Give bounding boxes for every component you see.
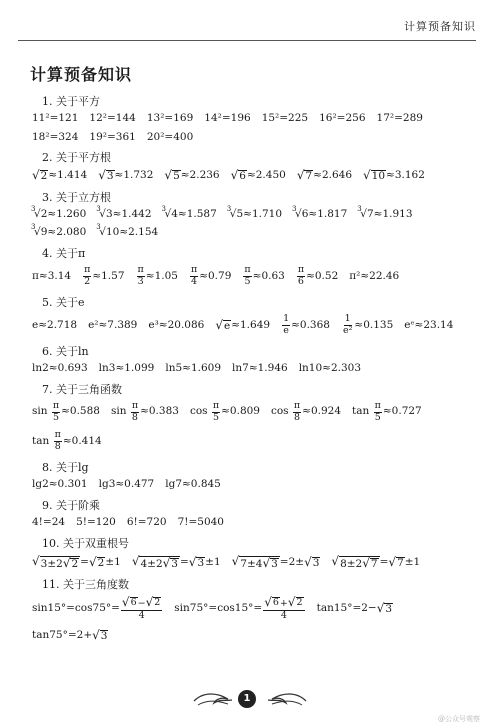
cbrt-item: 3 √ 10 ≈2.154 xyxy=(96,223,159,239)
e-item: e≈2.718 xyxy=(32,318,78,331)
page-number: 1 xyxy=(238,690,256,708)
trig-item: tan $\frac{\pi}{8}$ ≈0.414 xyxy=(32,429,102,453)
pi-row xyxy=(32,265,476,288)
trig-item: sin $\frac{\pi}{5}$ ≈0.588 xyxy=(32,399,100,423)
e-item: eᵉ≈23.14 xyxy=(404,318,454,331)
square-item: 20²=400 xyxy=(146,130,194,143)
heading-lg: 8. 关于lg xyxy=(42,461,89,475)
watermark: @公众号观察 xyxy=(438,715,480,723)
ln-item: ln2≈0.693 xyxy=(32,361,88,374)
pi-item: π²≈22.46 xyxy=(349,269,400,282)
sqrt-row xyxy=(32,169,476,183)
sqrt-item: √ 2 ≈1.414 xyxy=(32,168,88,183)
square-item: 19²=361 xyxy=(89,130,136,143)
cbrt-item: 3 √ 4 ≈1.587 xyxy=(161,204,217,220)
heading-pi: 4. 关于π xyxy=(42,247,86,261)
e-fraction-item: $\frac{1}{e}$ ≈0.368 xyxy=(283,313,330,336)
lg-item: lg3≈0.477 xyxy=(98,478,155,491)
sqrt-item: √ 3 ≈1.732 xyxy=(98,168,154,183)
pi-item: π≈3.14 xyxy=(32,269,72,282)
heading-cube-roots: 3. 关于立方根 xyxy=(42,190,111,204)
pi-fraction-item: $\frac{\pi}{4}$ ≈0.79 xyxy=(190,264,232,288)
square-item: 16²=256 xyxy=(319,112,366,125)
nested-radical-item: √ 7±4 √ 3 =2± √ 3 xyxy=(231,553,320,570)
heading-squares: 1. 关于平方 xyxy=(42,95,100,108)
heading-ln: 6. 关于ln xyxy=(42,344,89,358)
cbrt-item: 3 √ 5 ≈1.710 xyxy=(226,204,282,220)
ln-item: ln10≈2.303 xyxy=(298,361,362,374)
square-item: 13²=169 xyxy=(146,112,194,125)
e-sqrt-item: √ e ≈1.649 xyxy=(215,317,271,332)
nested-radical-item: √ 3±2 √ 2 = √ 2 ±1 xyxy=(32,553,121,570)
pi-fraction-item: $\frac{\pi}{5}$ ≈0.63 xyxy=(244,264,285,288)
cbrt-item: 3 √ 6 ≈1.817 xyxy=(292,204,348,220)
square-item: 15²=225 xyxy=(261,112,309,125)
ln-item: ln5≈1.609 xyxy=(165,361,222,374)
e-row xyxy=(32,314,476,337)
pi-fraction-item: $\frac{\pi}{2}$ ≈1.57 xyxy=(84,264,125,288)
sqrt-item: √ 6 ≈2.450 xyxy=(230,168,286,183)
ln-item: ln3≈1.099 xyxy=(98,361,155,374)
heading-trig-degrees: 11. 关于三角度数 xyxy=(42,578,129,592)
e-item: e³≈20.086 xyxy=(148,318,205,331)
heading-nested-radicals: 10. 关于双重根号 xyxy=(42,536,129,550)
lg-row xyxy=(32,479,476,491)
cbrt-item: 3 √ 2 ≈1.260 xyxy=(31,204,87,220)
sqrt-item: √ 7 ≈2.646 xyxy=(296,168,353,183)
nested-radical-item: √ 4±2 √ 3 = √ 3 ±1 xyxy=(131,553,221,570)
ln-item: ln7≈1.946 xyxy=(232,361,288,374)
page-header xyxy=(18,14,476,41)
trig-item: cos $\frac{\pi}{8}$ ≈0.924 xyxy=(270,399,342,423)
heading-factorial: 9. 关于阶乘 xyxy=(42,498,100,512)
heading-trig: 7. 关于三角函数 xyxy=(42,382,122,396)
lg-item: lg7≈0.845 xyxy=(165,478,221,491)
content xyxy=(32,96,476,652)
sqrt-item: √ 5 ≈2.236 xyxy=(164,168,220,183)
pi-fraction-item: $\frac{\pi}{6}$ ≈0.52 xyxy=(297,264,339,288)
square-item: 17²=289 xyxy=(376,112,423,125)
factorial-item: 4!=24 xyxy=(32,516,66,529)
lg-item: lg2≈0.301 xyxy=(32,478,88,491)
cbrt-item: 3 √ 3 ≈1.442 xyxy=(96,204,152,220)
ln-row xyxy=(32,363,476,375)
trig-row xyxy=(32,401,476,454)
trig-degree-item: sin75°=cos15°= √ 6 + √ 2 4 xyxy=(174,595,303,622)
factorial-item: 6!=720 xyxy=(126,516,167,529)
pi-fraction-item: $\frac{\pi}{3}$ ≈1.05 xyxy=(137,264,178,288)
square-item: 12²=144 xyxy=(89,112,136,125)
factorial-item: 7!=5040 xyxy=(177,516,224,529)
running-title: 计算预备知识 xyxy=(404,20,476,33)
sqrt-item: √ 10 ≈3.162 xyxy=(363,168,425,183)
factorial-item: 5!=120 xyxy=(76,516,116,529)
trig-degree-row xyxy=(32,596,476,642)
trig-item: tan $\frac{\pi}{5}$ ≈0.727 xyxy=(352,399,422,423)
e-item: e²≈7.389 xyxy=(88,318,138,331)
square-item: 11²=121 xyxy=(32,112,79,125)
e-fraction-item: $\frac{1}{\text{e²}}$ ≈0.135 xyxy=(342,313,394,336)
heading-e: 5. 关于e xyxy=(42,295,85,309)
square-item: 18²=324 xyxy=(32,130,79,143)
nested-radical-item: √ 8±2 √ 7 = √ 7 ±1 xyxy=(331,553,421,570)
trig-degree-item: tan15°=2− √ 3 xyxy=(316,601,393,616)
cbrt-item: 3 √ 7 ≈1.913 xyxy=(357,204,413,220)
cbrt-row xyxy=(31,204,476,239)
factorial-row xyxy=(32,517,476,529)
trig-item: sin $\frac{\pi}{8}$ ≈0.383 xyxy=(110,399,179,423)
squares-row xyxy=(32,113,476,143)
trig-item: cos $\frac{\pi}{5}$ ≈0.809 xyxy=(189,399,260,423)
trig-degree-item: tan75°=2+ √ 3 xyxy=(32,628,108,643)
heading-square-roots: 2. 关于平方根 xyxy=(42,151,111,165)
cbrt-item: 3 √ 9 ≈2.080 xyxy=(31,223,87,239)
square-item: 14²=196 xyxy=(204,112,251,125)
trig-degree-item: sin15°=cos75°= √ 6 − √ 2 4 xyxy=(32,595,161,622)
section-title: 计算预备知识 xyxy=(30,65,133,84)
nested-radical-row xyxy=(32,555,476,571)
